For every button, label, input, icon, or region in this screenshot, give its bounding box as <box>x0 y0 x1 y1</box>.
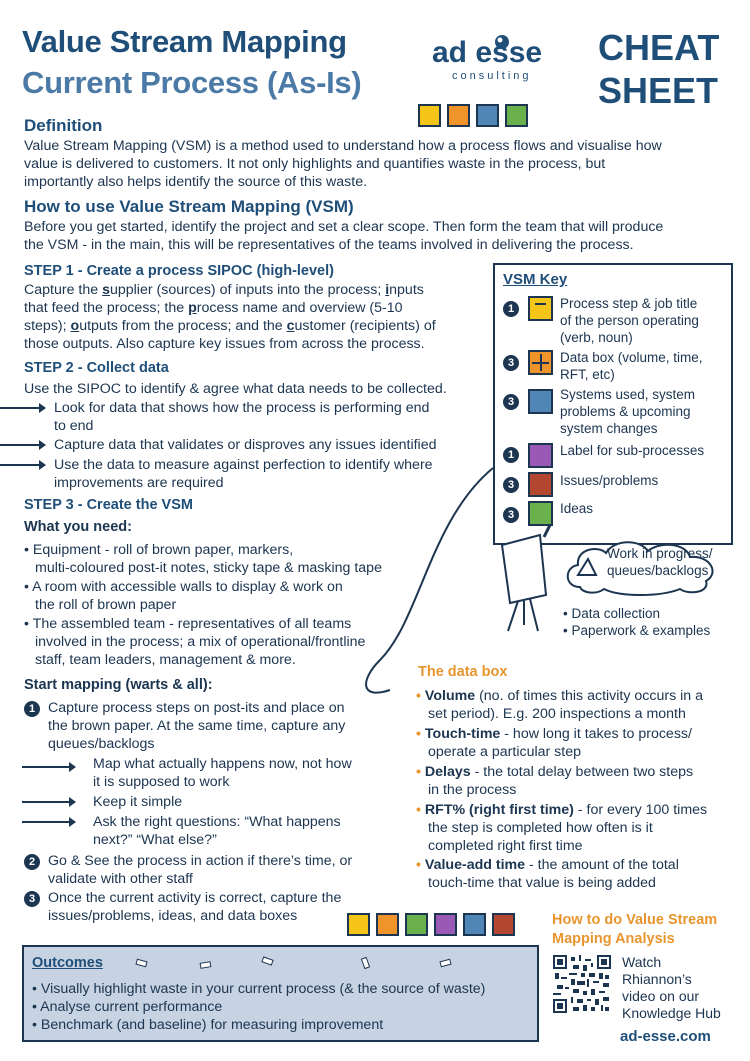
blue-square <box>463 913 486 936</box>
text: ustomer (recipients) of <box>294 318 436 334</box>
term: Value-add time <box>424 857 526 873</box>
text: - how long it takes to process/ <box>500 726 692 742</box>
databox-item: • Value-add time - the amount of the total touch-time that value is being added <box>416 857 679 891</box>
databox-item: • Touch-time - how long it takes to process/ operate a particular step <box>416 726 692 760</box>
number-badge: 3 <box>503 507 519 523</box>
text: Benchmark (and baseline) for measuring improvement <box>40 1017 384 1033</box>
step1-heading: STEP 1 - Create a process SIPOC (high-level) <box>24 263 334 279</box>
step2-item: to end <box>54 418 94 434</box>
text: of the person operating <box>560 313 699 328</box>
yellow-square <box>347 913 370 936</box>
term: Delays <box>424 764 471 780</box>
text: Rhiannon’s <box>622 971 692 987</box>
text: rocess name and overview (5-10 <box>196 300 403 316</box>
key-extra: • Data collection <box>563 606 661 621</box>
need-item: • Equipment - roll of brown paper, markers, multi-coloured post-it notes, sticky tape & masking tape <box>24 542 382 576</box>
text: - the amount of the total <box>525 857 679 873</box>
text: (no. of times this activity occurs in a <box>475 688 703 704</box>
sipoc-letter: p <box>188 300 197 316</box>
start-mapping-heading: Start mapping (warts & all): <box>24 677 213 693</box>
text: multi-coloured post-it notes, sticky tape & masking tape <box>35 560 382 576</box>
text: operate a particular step <box>428 744 582 760</box>
text: Data collection <box>571 606 661 621</box>
ideas-postit <box>528 501 553 526</box>
text: that feed the process; the <box>24 300 189 316</box>
cheat-line-1: CHEAT <box>598 27 720 68</box>
text: steps); <box>24 318 71 334</box>
term: RFT% (right first time) <box>424 802 574 818</box>
text: the step is completed how often is it <box>428 820 653 836</box>
text: A room with accessible walls to display & work on <box>32 579 343 595</box>
text: The assembled team - representatives of all teams <box>32 616 352 632</box>
text: Paperwork & examples <box>571 623 711 638</box>
website-link[interactable]: ad-esse.com <box>620 1028 711 1045</box>
number-badge: 3 <box>503 477 519 493</box>
mapping-sub-item: it is supposed to work <box>93 774 230 790</box>
text: (verb, noun) <box>560 330 633 345</box>
text: Capture the <box>24 282 103 298</box>
step3-heading: STEP 3 - Create the VSM <box>24 497 193 513</box>
text: - the total delay between two steps <box>470 764 694 780</box>
key-label <box>560 386 695 437</box>
number-badge: 1 <box>24 701 40 717</box>
red-square <box>492 913 515 936</box>
flipchart-easel-icon <box>488 525 568 635</box>
text: touch-time that value is being added <box>428 875 656 891</box>
text: Data box (volume, time, <box>560 350 703 365</box>
text: nputs <box>389 282 424 298</box>
definition-line: value is delivered to customers. It not only highlights and quantifies waste in the process, but <box>24 156 606 172</box>
logo-sub: consulting <box>452 70 532 82</box>
qr-code[interactable] <box>553 955 611 1013</box>
text: staff, team leaders, management & more. <box>35 652 296 668</box>
text: Knowledge Hub <box>622 1005 721 1021</box>
step2-intro: Use the SIPOC to identify & agree what data needs to be collected. <box>24 381 447 397</box>
sipoc-letter: i <box>385 282 390 298</box>
green-square <box>405 913 428 936</box>
step2-heading: STEP 2 - Collect data <box>24 360 169 376</box>
mapping-sub-item: Keep it simple <box>93 794 183 810</box>
key-label <box>560 295 699 346</box>
cheat-line-2: SHEET <box>598 70 719 111</box>
databox-item: • RFT% (right first time) - for every 100 times the step is completed how often is it completed right first time <box>416 802 708 854</box>
key-label: Label for sub-processes <box>560 443 705 458</box>
definition-line: Value Stream Mapping (VSM) is a method used to understand how a process flows and visualise how <box>24 138 662 154</box>
databox-heading: The data box <box>418 664 508 680</box>
text: Process step & job title <box>560 296 698 311</box>
text: in the process <box>428 782 517 798</box>
step2-item: Use the data to measure against perfection to identify where <box>54 457 433 473</box>
text: Capture process steps on post-its and place on <box>48 700 345 716</box>
text: completed right first time <box>428 838 583 854</box>
text: Mapping Analysis <box>552 931 675 947</box>
sub-process-postit <box>528 443 553 468</box>
text: How to do Value Stream <box>552 912 718 928</box>
step2-item: Capture data that validates or disproves any issues identified <box>54 437 437 453</box>
outcomes-list: • Visually highlight waste in your current process (& the source of waste) • Analyse current performance • Benchmark (and baseline) for measuring improvement <box>32 981 486 1033</box>
number-badge: 3 <box>503 394 519 410</box>
what-you-need-heading: What you need: <box>24 519 132 535</box>
text: queues/backlogs <box>607 563 709 578</box>
text: Work in progress/ <box>607 546 713 561</box>
number-badge: 1 <box>503 301 519 317</box>
page-title: Value Stream Mapping <box>22 24 347 59</box>
need-item: • The assembled team - representatives of all teams involved in the process; a mix of operational/frontline staff, team leaders, management & more. <box>24 616 366 668</box>
text: the brown paper. At the same time, capture any <box>48 718 346 734</box>
text: Equipment - roll of brown paper, markers, <box>32 542 294 558</box>
systems-postit <box>528 389 553 414</box>
mapping-sub-item: Ask the right questions: “What happens <box>93 814 341 830</box>
need-item: • A room with accessible walls to display & work on the roll of brown paper <box>24 579 343 613</box>
text: issues/problems, ideas, and data boxes <box>48 908 298 924</box>
number-badge: 1 <box>503 447 519 463</box>
text: video on our <box>622 988 700 1004</box>
logo-main: ad esse <box>432 36 543 69</box>
text: the roll of brown paper <box>35 597 177 613</box>
mapping-sub-item: next?” “What else?” <box>93 832 217 848</box>
sipoc-letter: o <box>70 318 80 334</box>
step2-item: improvements are required <box>54 475 224 491</box>
key-extra: • Paperwork & examples <box>563 623 711 638</box>
key-label <box>560 349 703 383</box>
text: - for every 100 times <box>573 802 708 818</box>
issues-postit <box>528 472 553 497</box>
cloud-label <box>607 545 713 579</box>
howto-line: the VSM - in the main, this will be representatives of the teams involved in delivering the process. <box>24 237 634 253</box>
databox-item: • Delays - the total delay between two steps in the process <box>416 764 694 798</box>
text: Once the current activity is correct, capture the <box>48 890 342 906</box>
text: those outputs. Also capture key issues from across the process. <box>24 336 425 352</box>
text: Go & See the process in action if there’s time, or <box>48 853 353 869</box>
definition-heading: Definition <box>24 116 103 135</box>
key-label: Ideas <box>560 501 594 516</box>
text: Watch <box>622 954 662 970</box>
term: Touch-time <box>424 726 501 742</box>
definition-line: importantly also helps identify the source of this waste. <box>24 174 368 190</box>
mapping-sub-item: Map what actually happens now, not how <box>93 756 352 772</box>
text: validate with other staff <box>48 871 193 887</box>
text: Systems used, system <box>560 387 696 402</box>
key-label: Issues/problems <box>560 473 659 488</box>
purple-square <box>434 913 457 936</box>
text: problems & upcoming <box>560 404 691 419</box>
outcomes-heading: Outcomes <box>32 955 103 971</box>
text: queues/backlogs <box>48 736 155 752</box>
color-squares-bottom <box>347 913 515 936</box>
text: Analyse current performance <box>40 999 223 1015</box>
analysis-link[interactable] <box>552 911 717 949</box>
step2-item: Look for data that shows how the process is performing end <box>54 400 430 416</box>
data-box-postit <box>528 350 553 375</box>
vsm-key-heading: VSM Key <box>503 271 568 288</box>
number-badge: 3 <box>503 355 519 371</box>
process-step-postit <box>528 296 553 321</box>
orange-square <box>376 913 399 936</box>
text: involved in the process; a mix of operational/frontline <box>35 634 366 650</box>
databox-item: • Volume (no. of times this activity occurs in a set period). E.g. 200 inspections a month <box>416 688 703 722</box>
text: upplier (sources) of inputs into the process; <box>109 282 386 298</box>
term: Volume <box>424 688 476 704</box>
sipoc-letter: c <box>286 318 295 334</box>
sipoc-letter: s <box>102 282 110 298</box>
text: system changes <box>560 421 658 436</box>
number-badge: 3 <box>24 891 40 907</box>
howto-heading: How to use Value Stream Mapping (VSM) <box>24 197 354 216</box>
text: set period). E.g. 200 inspections a month <box>428 706 686 722</box>
text: utputs from the process; and the <box>79 318 287 334</box>
watch-video-text <box>622 954 721 1022</box>
text: RFT, etc) <box>560 367 615 382</box>
number-badge: 2 <box>24 854 40 870</box>
text: Visually highlight waste in your current process (& the source of waste) <box>40 981 486 997</box>
howto-line: Before you get started, identify the project and set a clear scope. Then form the team that will produce <box>24 219 664 235</box>
page-subtitle: Current Process (As-Is) <box>22 65 362 100</box>
